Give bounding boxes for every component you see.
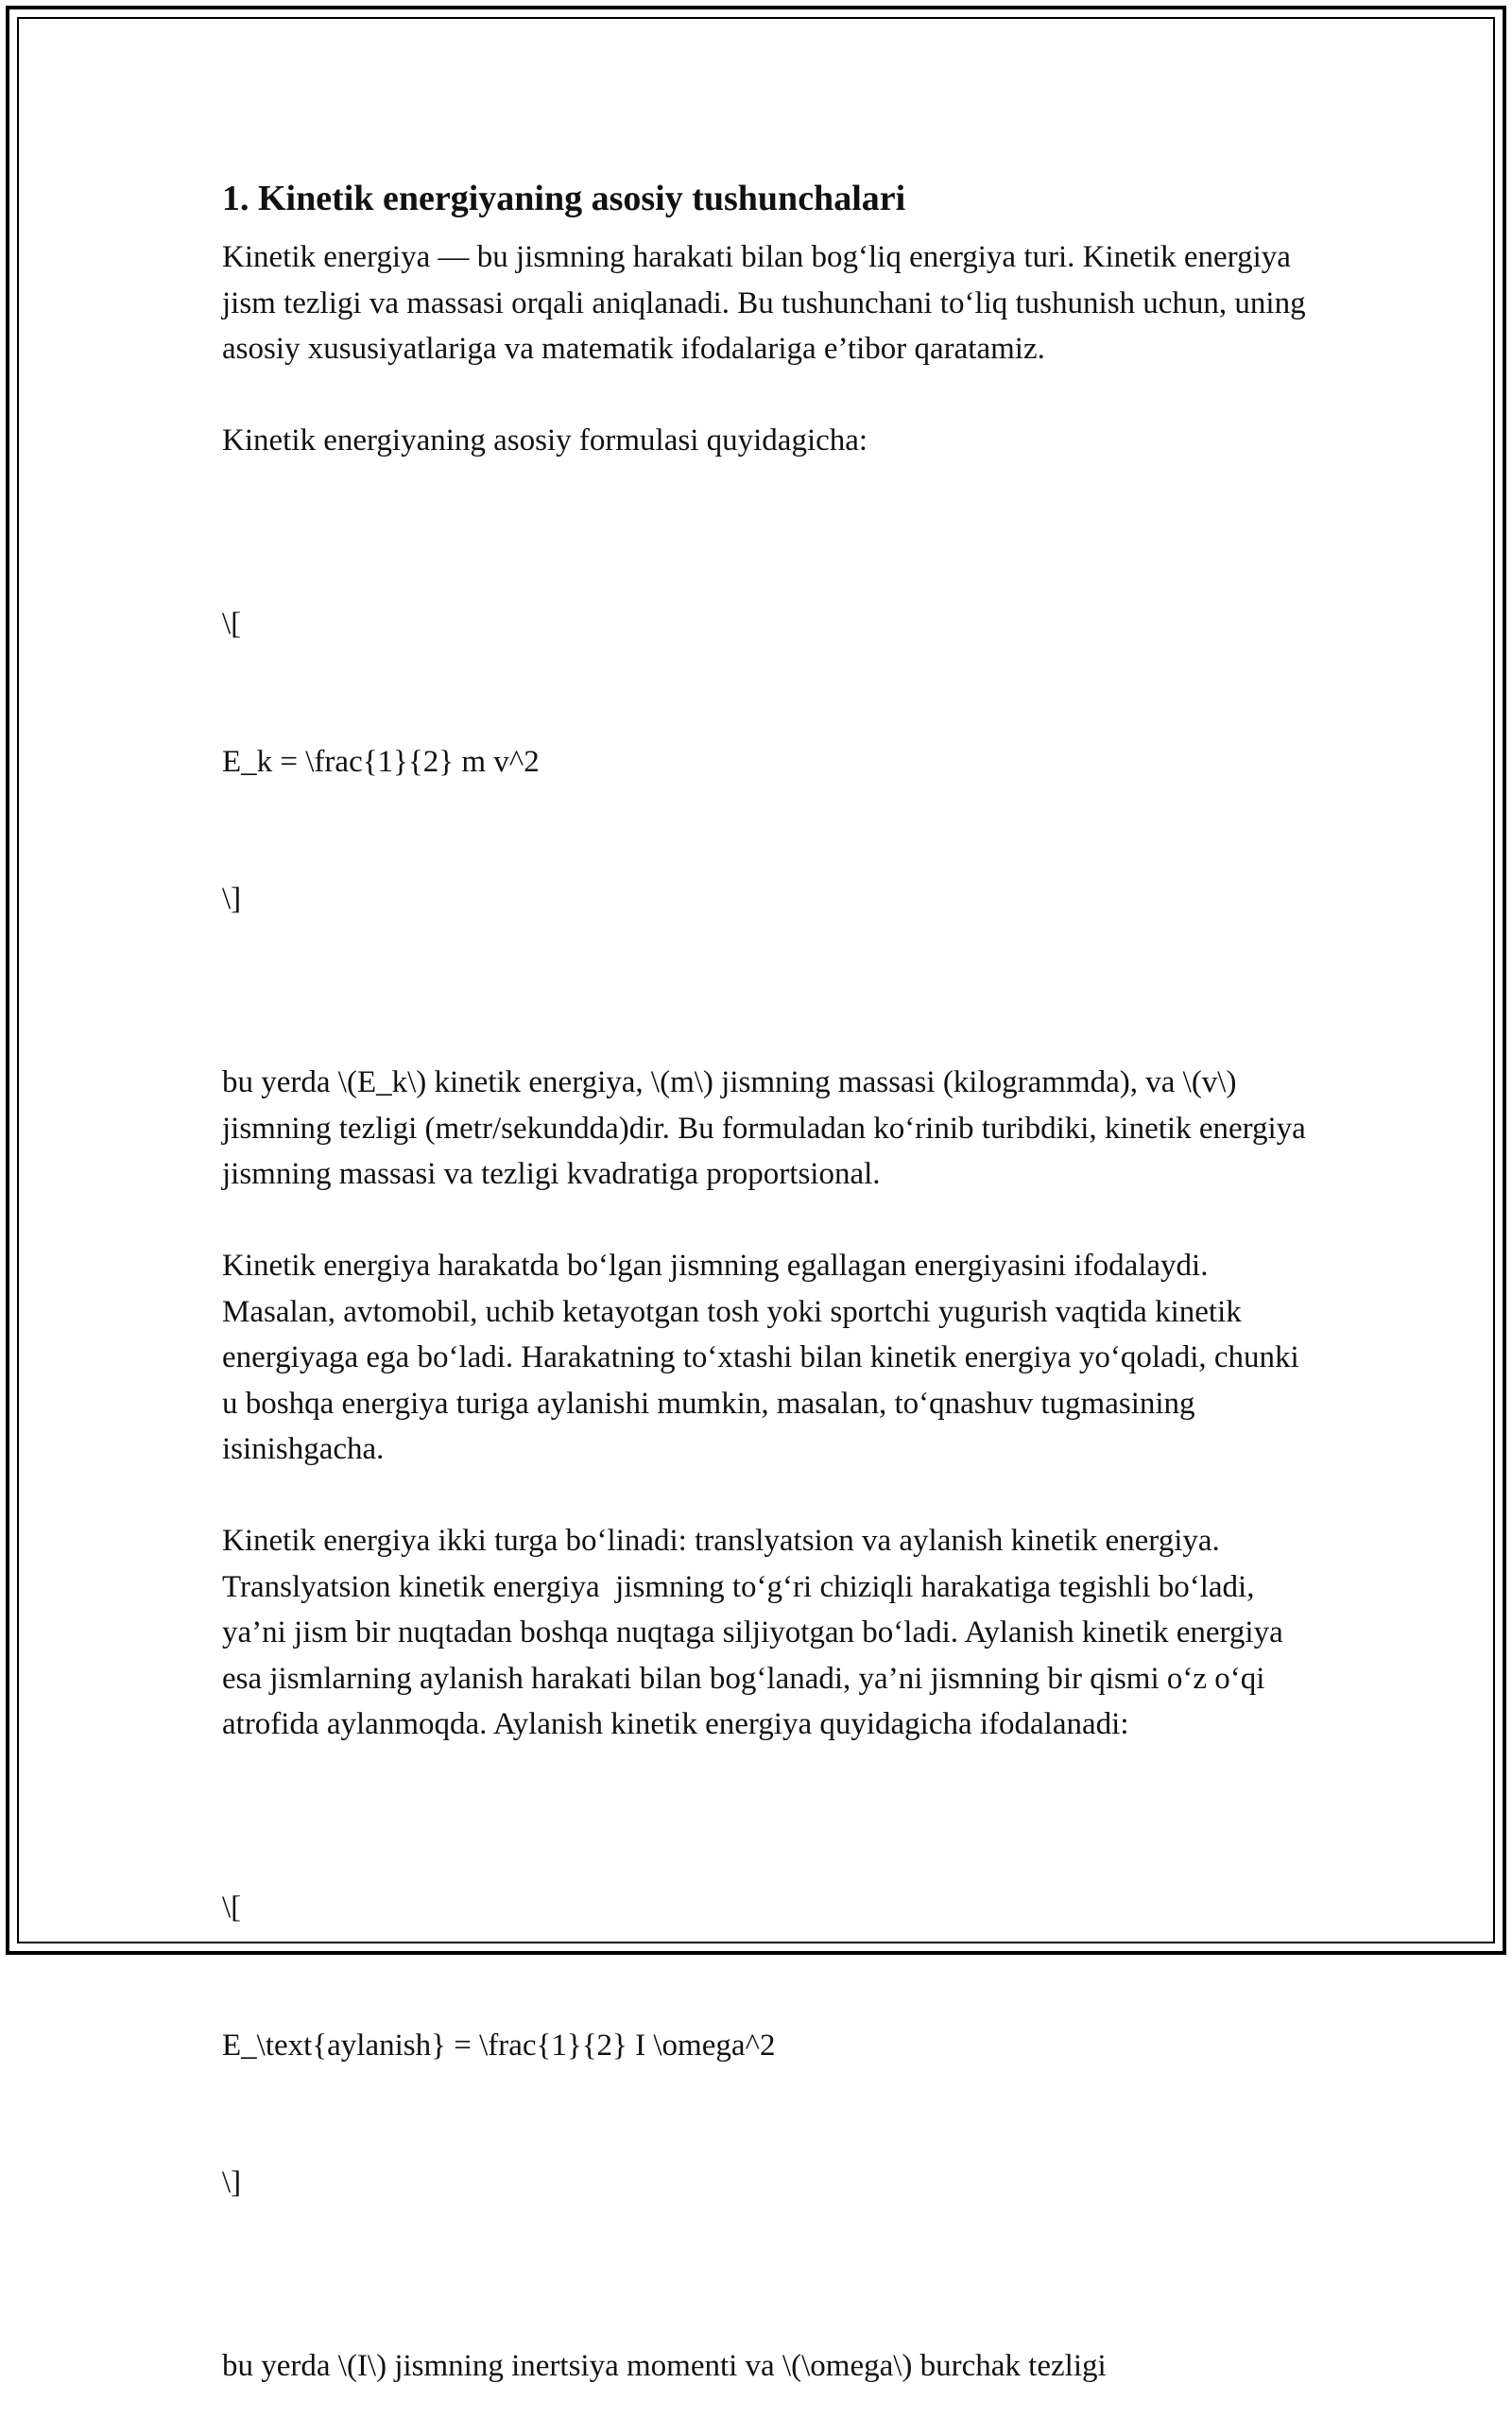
paragraph-examples: Kinetik energiya harakatda bo‘lgan jismning egallagan energiyasini ifodalaydi. Masalan, avtomobil, uchib ketayotgan tosh yoki sportchi yugurish vaqtida kinetik energiyaga ega bo‘ladi. Harakatning to‘xtashi bilan kinetik energiya yo‘qoladi, chunki u boshqa energiya turiga aylanishi mumkin, masalan, to‘qnashuv tugmasining isinishgacha.	[222, 1249, 1307, 1466]
equation-close-delimiter: \]	[222, 882, 242, 916]
paragraph-intro: Kinetik energiya — bu jismning harakati bilan bog‘liq energiya turi. Kinetik energiya jism tezligi va massasi orqali aniqlanadi. Bu tushunchani to‘liq tushunish uchun, uning asosiy xususiyatlariga va matematik ifodalariga e’tibor qaratamiz.	[222, 240, 1314, 366]
document-body	[222, 176, 1318, 2435]
paragraph-inertia: bu yerda \(I\) jismning inertsiya momenti va \(\omega\) burchak tezligi	[222, 2349, 1107, 2383]
equation-open-delimiter: \[	[222, 1891, 242, 1925]
equation-body: E_k = \frac{1}{2} m v^2	[222, 744, 540, 779]
equation-body: E_\text{aylanish} = \frac{1}{2} I \omega^2	[222, 2028, 776, 2063]
paragraph-formula-intro: Kinetik energiyaning asosiy formulasi quyidagicha:	[222, 423, 868, 458]
paragraph-variables: bu yerda \(E_k\) kinetik energiya, \(m\) jismning massasi (kilogrammda), va \(v\) jismning tezligi (metr/sekundda)dir. Bu formuladan ko‘rinib turibdiki, kinetik energiya jismning massasi va tezligi kvadratiga proportsional.	[222, 1065, 1314, 1191]
equation-rotational-energy	[222, 1793, 1318, 2298]
paragraph-types: Kinetik energiya ikki turga bo‘linadi: translyatsion va aylanish kinetik energiya. Translyatsion kinetik energiya jismning to‘g‘ri chiziqli harakatiga tegishli bo‘ladi, ya’ni jism bir nuqtadan boshqa nuqtaga siljiyotgan bo‘ladi. Aylanish kinetik energiya esa jismlarning aylanish harakati bilan bog‘lanadi, ya’ni jismning bir qismi o‘z o‘qi atrofida aylanmoqda. Aylanish kinetik energiya quyidagicha ifodalanadi:	[222, 1524, 1291, 1741]
section-heading: 1. Kinetik energiyaning asosiy tushunchalari	[222, 179, 906, 218]
equation-close-delimiter: \]	[222, 2166, 242, 2200]
equation-open-delimiter: \[	[222, 607, 242, 641]
equation-kinetic-energy	[222, 509, 1318, 1014]
